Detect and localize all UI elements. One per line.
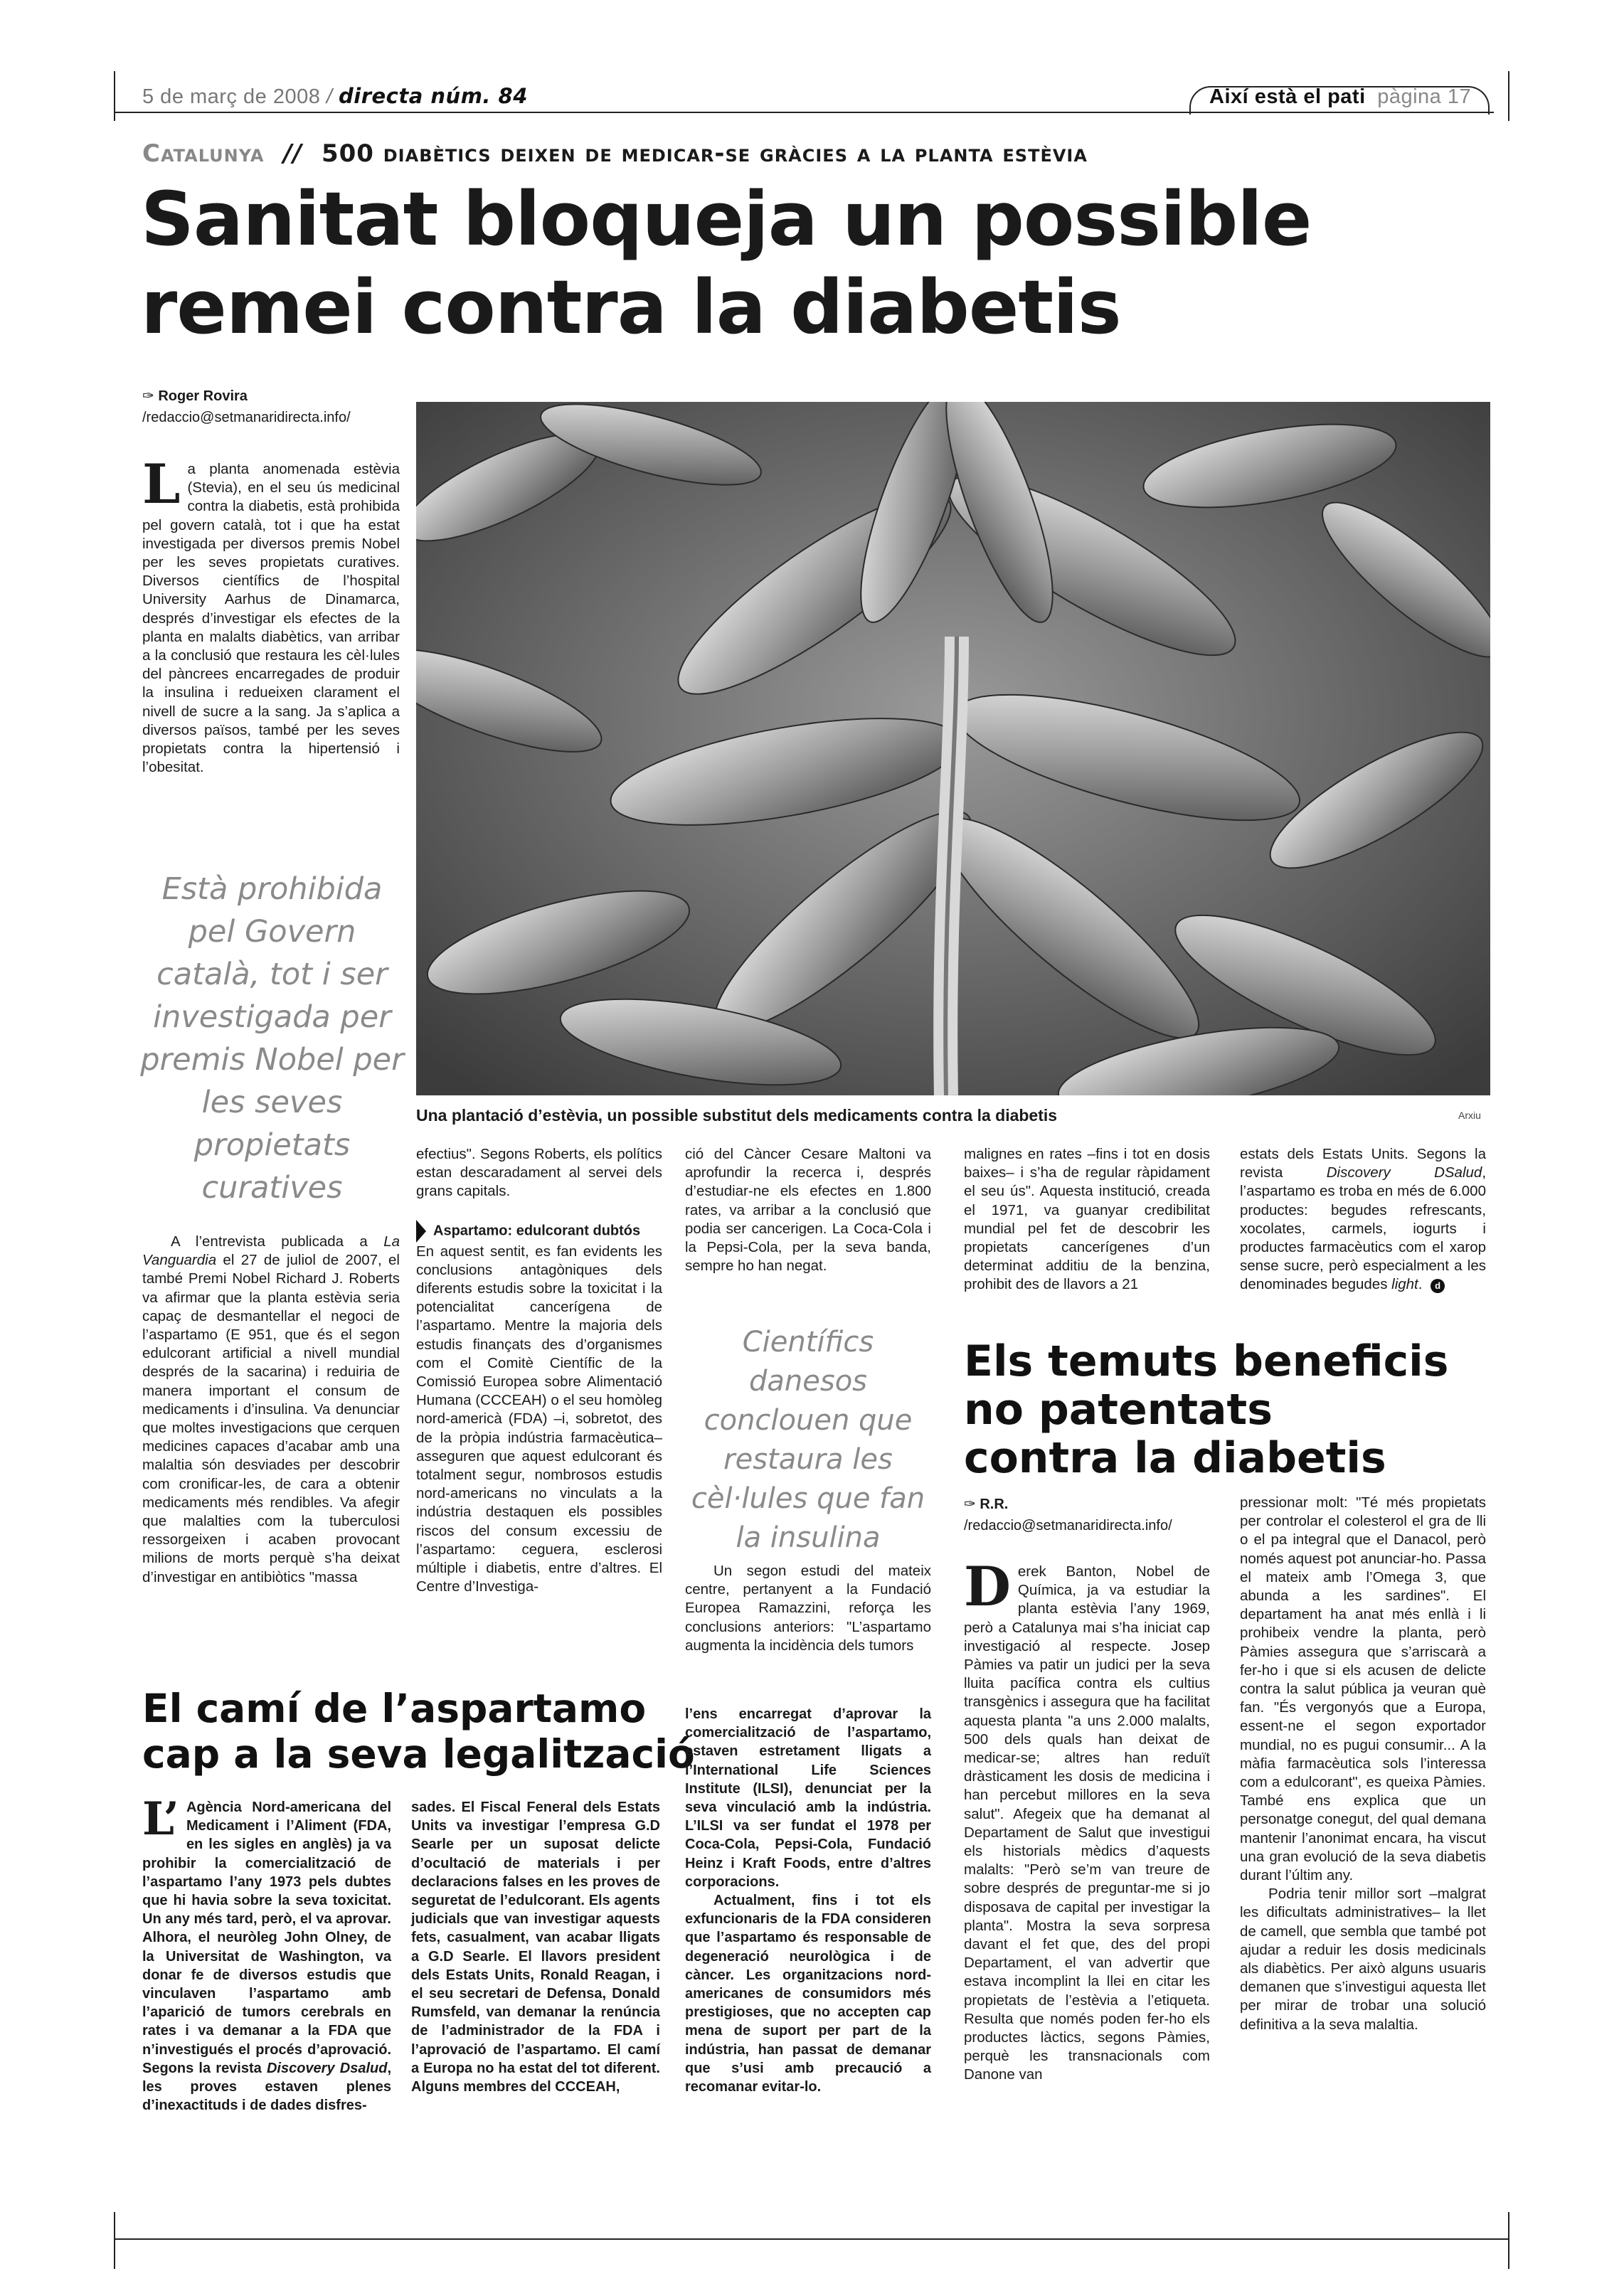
sidebar-col3-paragraph-1: l’ens encarregat d’aprovar la comercialització de l’aspartamo, estaven estretament lligats a l’International Life Sciences Institute (ILSI), denunciat per la seva vinculació amb la indústria. L’ILSI va ser fundat el 1978 per Coca-Cola, Pepsi-Cola, Fundació Heinz i Kraft Foods, entre d’altres corporacions. bbox=[685, 1706, 931, 1890]
col2-subhead: Aspartamo: edulcorant dubtós bbox=[433, 1223, 641, 1239]
col2-paragraph-1: efectius". Segons Roberts, els polítics estan descaradament al servei dels grans capitals. bbox=[416, 1146, 662, 1200]
col5-text-b: , l’aspartamo es troba en més de 6.000 productes: begudes refrescants, xocolates, carmels, iogurts i productes farmacèutics com el xarop sense sucre, però especialment a les denominades begudes bbox=[1240, 1164, 1487, 1293]
headline-line-2: remei contra la diabetis bbox=[141, 264, 1121, 351]
col3-paragraph-2: Un segon estudi del mateix centre, pertanyent a la Fundació Europea Ramazzini, reforça les conclusions anteriors: "L’aspartamo augmenta la incidència dels tumors bbox=[685, 1563, 931, 1654]
author-2-name: R.R. bbox=[980, 1497, 1009, 1512]
col5-text-a: estats dels Estats Units. Segons la revista bbox=[1240, 1146, 1486, 1181]
publication-name: directa núm. 84 bbox=[339, 84, 528, 108]
sidebar-col1-text-a: Agència Nord-americana del Medicament i l’Aliment (FDA, en les sigles en anglès) ja va prohibir la comercialització de l’aspartamo l’any 1973 pels dubtes que hi havia sobre la seva toxicitat. Un any més tard, però, el va aprovar. Alhora, el neuròleg John Olney, de la Universitat de Washington, va donar fe de diversos estudis que vinculaven l’aspartamo amb l’aparició de tumors cerebrals en rates i va demanar a la FDA que n’investigués el procés d’aprovació. Segons la revista bbox=[142, 1800, 391, 2076]
column-3-text-b bbox=[685, 1562, 931, 1655]
article-2-title-line-2: no patentats bbox=[964, 1385, 1273, 1435]
column-4-text bbox=[964, 1145, 1210, 1295]
section-header bbox=[1209, 85, 1471, 109]
subhead-marker-icon bbox=[416, 1220, 426, 1243]
col2-paragraph-2: En aquest sentit, es fan evidents les conclusions antagòniques dels diferents estudis sobre la toxicitat i la potencialitat cancerígena de l’aspartamo. Mentre la majoria dels estudis finançats des d’organismes com el Comitè Científic de la Comissió Europea sobre Alimentació Humana (CCCEAH) o el seu homòleg nord-americà (FDA) –i, sobretot, des de la pròpia indústria farmacèutica– asseguren que aquest edulcorant és totalment segur, nombrosos estudis nord-americans no vinculats a la indústria destaquen els possibles riscos del consum excessiu de l’aspartamo: ceguera, esclerosi múltiple i diabetis, entre d’altres. El Centre d’Investiga- bbox=[416, 1243, 662, 1595]
col1-italic-source: La Vanguardia bbox=[142, 1233, 400, 1269]
author-2-email[interactable]: /redaccio@setmanaridirecta.info/ bbox=[964, 1518, 1172, 1534]
article-2-byline bbox=[964, 1494, 1220, 1536]
sidebar-column-2 bbox=[411, 1798, 660, 2096]
article-2-col2-paragraph-2: Podria tenir millor sort –malgrat les dificultats administratives– la llet de camell, que sembla que també pot ajudar a reduir les dosis medicinals als diabètics. Per això alguns usuaris demanen que s’investigui aquesta llet per mirar de trobar una solució definitiva a la seva malaltia. bbox=[1240, 1886, 1486, 2033]
author-email[interactable]: /redaccio@setmanaridirecta.info/ bbox=[142, 410, 351, 425]
kicker bbox=[142, 139, 1088, 168]
left-margin-line-bottom bbox=[114, 2212, 115, 2269]
article-2-title-line-3: contra la diabetis bbox=[964, 1433, 1386, 1483]
pull-quote-2: Científics danesos conclouen que restaura les cèl·lules que fan la insulina bbox=[691, 1326, 925, 1554]
sidebar-title-line-2: cap a la seva legalització bbox=[142, 1731, 695, 1777]
photo-caption: Una plantació d’estèvia, un possible substitut dels medicaments contra la diabetis bbox=[416, 1106, 1058, 1125]
sidebar-title-line-1: El camí de l’aspartamo bbox=[142, 1686, 647, 1731]
article-2-title bbox=[964, 1337, 1448, 1482]
sidebar-drop-cap: L’ bbox=[142, 1792, 179, 1846]
kicker-region: Catalunya bbox=[142, 139, 265, 168]
byline-arrow-icon: ✑ bbox=[142, 388, 154, 404]
col1-text-b: el 27 de juliol de 2007, el també Premi Nobel Richard J. Roberts va afirmar que la planta estèvia seria capaç de desmantellar el negoci de l’aspartamo (E 951, que és el segon edulcorant artificial a nivell mundial després de la sacarina) i reduiria de manera important el consum de medicaments i d’insulina. Va denunciar que moltes investigacions que cerquen medicines capaces d’acabar amb una malaltia són desviades per descobrir com cronificar-les, de cara a obtenir medicaments més rendibles. Va afegir que malalties com la tuberculosi ressorgeixen i acaben provocant milions de morts perquè s’ha deixat d’investigar en antibiòtics "massa bbox=[142, 1252, 400, 1585]
sidebar-title bbox=[142, 1686, 695, 1777]
header-separator: / bbox=[326, 85, 333, 108]
stevia-photo bbox=[416, 402, 1490, 1095]
column-3-text bbox=[685, 1145, 931, 1275]
col3-paragraph-1: ció del Càncer Cesare Maltoni va aprofundir la recerca i, després d’estudiar-ne els efectes en 1.800 rates, va arribar a la conclusió que podia ser cancerigen. La Coca-Cola i la Pepsi-Cola, per la seva banda, sempre ho han negat. bbox=[685, 1146, 931, 1275]
stevia-plant-illustration bbox=[416, 402, 1490, 1095]
article-2-col1-text: erek Banton, Nobel de Química, ja va estudiar la planta estèvia l’any 1969, però a Catalunya mai s’ha iniciat cap investigació al respecte. Josep Pàmies va patir un judici per la seva lluita pacífica contra els cultius transgènics i assegura que ha facilitat aquesta planta "a uns 2.000 malalts, 500 dels quals han deixat de medicar-se; altres han reduït dràsticament les dosis de medicina i han percebut millores en la seva salut". Afegeix que ha demanat al Departament de Salut que investigui els historials mèdics d’aquests malalts: "Però se’m van treure de sobre després de preguntar-me si jo disposava de capital per investigar la planta". Mostra la seva sorpresa davant el fet que, des del propi Departament, el van advertir que estava incomplint la llei en citar les propietats de l’estèvia a l’etiqueta. Resulta que només poden fer-ho els productes làctics, segons Pàmies, perquè les transnacionals com Danone van bbox=[964, 1563, 1210, 2083]
col5-italic-source: Discovery DSalud bbox=[1326, 1164, 1482, 1181]
lead-text: a planta anomenada estèvia (Stevia), en el seu ús medicinal contra la diabetis, està prohibida pel govern català, tot i que ha estat investigada per diversos premis Nobel per les seves propietats curatives. Diversos científics de l’hospital University Aarhus de Dinamarca, després d’investigar els efectes de la planta en malalts diabètics, van arribar a la conclusió que restaura les cèl·lules del pàncrees encarregades de produir la insulina i redueixen clarament el nivell de sucre a la sang. Ja s’aplica a diversos països, també per les seves propietats contra la hipertensió i l’obesitat. bbox=[142, 461, 400, 776]
page-number: pàgina 17 bbox=[1377, 85, 1472, 108]
pull-quote-1: Està prohibida pel Govern català, tot i ser investigada per premis Nobel per les seves propietats curatives bbox=[140, 871, 404, 1206]
byline-2-arrow-icon: ✑ bbox=[964, 1497, 976, 1512]
headline bbox=[141, 175, 1311, 351]
col5-text-c: . bbox=[1418, 1276, 1423, 1293]
article-2-col2-paragraph-1: pressionar molt: "Té més propietats per controlar el colesterol el gra de lli o el pa integral que el Danacol, però només aquest pot anunciar-ho. Passa el mateix amb l’Omega 3, que abunda a les sardines". El departament ha anat més enllà i li prohibeix vendre la planta, però Pàmies assegura que s’arriscarà a fer-ho i que si els acusen de delicte contra la salut pública ja veuran què fan. "És vergonyós que a Europa, essent-ne el segon exportador mundial, no es pugui consumir... A la màfia farmacèutica sols l’interessa com a edulcorant", es queixa Pàmies. També ens explica que un personatge conegut, del qual demana mantenir l’anonimat encara, ha viscut una gran evolució de la seva diabetis durant l’últim any. bbox=[1240, 1494, 1486, 1884]
lead-paragraph bbox=[142, 452, 400, 777]
col5-italic-light: light bbox=[1391, 1276, 1418, 1293]
article-2-column-1 bbox=[964, 1555, 1210, 2085]
sidebar-col1-italic-source: Discovery Dsalud bbox=[266, 2060, 388, 2076]
column-1-text bbox=[142, 1233, 400, 1587]
kicker-text: 500 diabètics deixen de medicar-se gràcies a la planta estèvia bbox=[321, 139, 1088, 168]
headline-line-1: Sanitat bloqueja un possible bbox=[141, 176, 1312, 262]
byline bbox=[142, 386, 405, 428]
running-header bbox=[142, 84, 528, 109]
bottom-rule bbox=[114, 2238, 1508, 2240]
article-2-column-2 bbox=[1240, 1494, 1486, 2034]
photo-credit: Arxiu bbox=[1458, 1110, 1481, 1121]
col1-text-a: A l’entrevista publicada a bbox=[171, 1233, 384, 1250]
right-margin-line-bottom bbox=[1508, 2212, 1509, 2269]
col4-paragraph-1: malignes en rates –fins i tot en dosis baixes– i s’ha de regular ràpidament el seu ús". Aquesta institució, creada el 1971, va guanyar credibilitat mundial pel fet de descobrir les propietats cancerígenes d’un determinat additiu de la benzina, prohibit des de llavors a 21 bbox=[964, 1146, 1210, 1293]
article-2-drop-cap: D bbox=[964, 1555, 1011, 1618]
sidebar-col1-text-b: , les proves estaven plenes d’inexactituds i de dades disfres- bbox=[142, 2060, 391, 2114]
left-margin-line-top bbox=[114, 71, 115, 121]
article-2-title-line-1: Els temuts beneficis bbox=[964, 1336, 1449, 1386]
right-margin-line-top bbox=[1508, 71, 1509, 121]
sidebar-col2-text: sades. El Fiscal Feneral dels Estats Units va investigar l’empresa G.D Searle per un suposat delicte d’ocultació de materials i per declaracions falses en les proves de seguretat de l’edulcorant. Els agents judicials que van investigar aquests fets, casualment, van acabar lligats a G.D Searle. El llavors president dels Estats Units, Ronald Reagan, i el seu secretari de Defensa, Donald Rumsfeld, van demanar la renúncia de l’administrador de la FDA i l’aprovació de l’aspartamo. El camí a Europa no ha estat del tot diferent. Alguns membres del CCCEAH, bbox=[411, 1800, 660, 2095]
column-2-text bbox=[416, 1145, 662, 1596]
lead-drop-cap: L bbox=[142, 452, 181, 516]
column-5-text bbox=[1240, 1145, 1486, 1295]
sidebar-column-3 bbox=[685, 1705, 931, 2096]
kicker-slashes: // bbox=[283, 139, 303, 168]
section-name: Així està el pati bbox=[1209, 85, 1366, 108]
sidebar-column-1 bbox=[142, 1792, 391, 2115]
issue-date: 5 de març de 2008 bbox=[142, 85, 321, 108]
end-mark-icon: d bbox=[1431, 1279, 1445, 1293]
sidebar-col3-paragraph-2: Actualment, fins i tot els exfuncionaris de la FDA consideren que l’aspartamo és responsable de degeneració neurològica i de càncer. Les organitzacions nord-americanes de consumidors més prestigioses, que no accepten cap mena de suport per part de la indústria, han passat de demanar que s’usi amb precaució a recomanar evitar-lo. bbox=[685, 1893, 931, 2095]
author-name: Roger Rovira bbox=[158, 388, 248, 404]
